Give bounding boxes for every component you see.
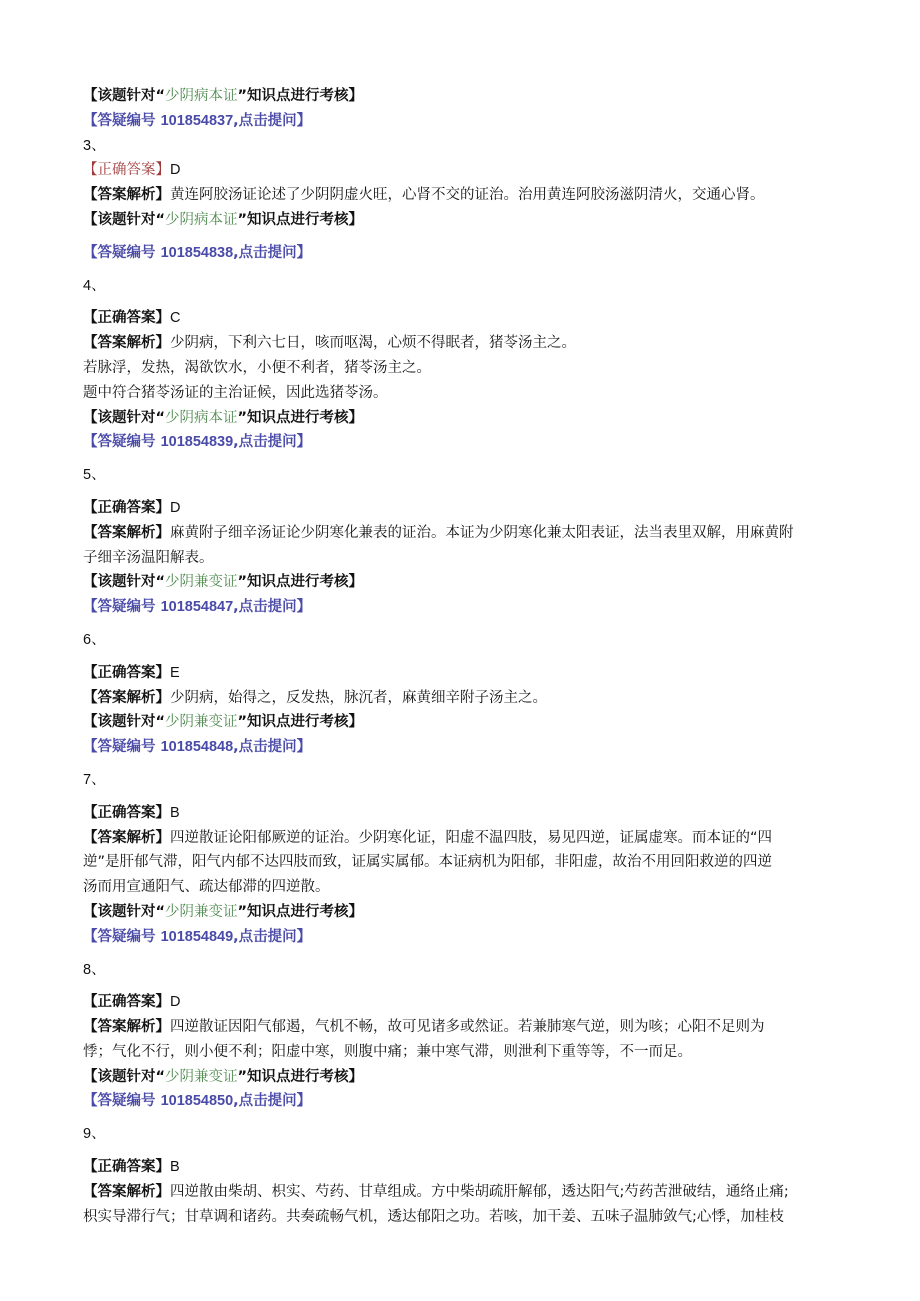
analysis-line: 汤而用宣通阳气、疏达郁滞的四逆散。: [83, 879, 330, 896]
analysis-line: 【答案解析】四逆散由柴胡、枳实、芍药、甘草组成。方中柴胡疏肝解郁，透达阳气;芍药苦泄破结，通络止痛;: [83, 1183, 789, 1200]
answer-line: 【正确答案】E: [83, 664, 180, 681]
answer-line: 【正确答案】D: [83, 499, 181, 516]
topic-line: 【该题针对“少阴兼变证”知识点进行考核】: [83, 714, 364, 731]
analysis-line: 悸；气化不行，则小便不利；阳虚中寒，则腹中痛；兼中寒气滞，则泄利下重等等，不一而足。: [83, 1043, 692, 1060]
answer-line: 【正确答案】B: [83, 1159, 180, 1176]
qa-link[interactable]: 【答疑编号 101854849,点击提问】: [83, 928, 312, 945]
analysis-line: 【答案解析】少阴病，始得之，反发热，脉沉者，麻黄细辛附子汤主之。: [83, 689, 547, 706]
topic-name: 少阴病本证: [165, 211, 238, 228]
analysis-line: 【答案解析】四逆散证论阳郁厥逆的证治。少阴寒化证，阳虚不温四肢，易见四逆，证属虚寒。而本证的“四: [83, 829, 773, 846]
topic-line: 【该题针对“少阴病本证”知识点进行考核】: [83, 211, 364, 228]
topic-name: 少阴病本证: [165, 409, 238, 426]
analysis-line: 若脉浮，发热，渴欲饮水，小便不利者，猪苓汤主之。: [83, 359, 431, 376]
topic-line: 【该题针对“少阴兼变证”知识点进行考核】: [83, 574, 364, 591]
question-index: 9、: [83, 1126, 106, 1143]
topic-name: 少阴兼变证: [165, 574, 238, 591]
answer-line: 【正确答案】B: [83, 804, 180, 821]
qa-link[interactable]: 【答疑编号 101854850,点击提问】: [83, 1093, 312, 1110]
qa-link[interactable]: 【答疑编号 101854847,点击提问】: [83, 599, 312, 616]
analysis-line: 【答案解析】少阴病，下利六七日，咳而呕渴，心烦不得眠者，猪苓汤主之。: [83, 335, 576, 352]
analysis-line: 逆”是肝郁气滞，阳气内郁不达四肢而致，证属实属郁。本证病机为阳郁，非阳虚，故治不用回阳救逆的四逆: [83, 854, 773, 871]
answer-line: 【正确答案】C: [83, 310, 181, 327]
qa-link[interactable]: 【答疑编号 101854848,点击提问】: [83, 739, 312, 756]
analysis-line: 枳实导滞行气；甘草调和诸药。共奏疏畅气机，透达郁阳之功。若咳，加干姜、五味子温肺敛气;心悸，加桂枝: [83, 1208, 784, 1225]
topic-line: 【该题针对“少阴病本证”知识点进行考核】: [83, 88, 364, 104]
answer-value: D: [170, 994, 181, 1011]
analysis-line: 子细辛汤温阳解表。: [83, 549, 214, 566]
answer-value: B: [170, 1159, 180, 1176]
topic-line: 【该题针对“少阴病本证”知识点进行考核】: [83, 409, 364, 426]
answer-value: B: [170, 804, 180, 821]
question-index: 6、: [83, 631, 106, 648]
answer-value: E: [170, 664, 180, 681]
answer-document: [83, 84, 843, 1229]
topic-name: 少阴兼变证: [165, 714, 238, 731]
answer-value: D: [170, 162, 181, 179]
answer-line: 【正确答案】D: [83, 994, 181, 1011]
question-index: 8、: [83, 961, 106, 978]
question-index: 3、: [83, 137, 106, 154]
topic-name: 少阴兼变证: [165, 1068, 238, 1085]
answer-value: D: [170, 499, 181, 516]
topic-name: 少阴病本证: [165, 88, 238, 104]
qa-link[interactable]: 【答疑编号 101854838,点击提问】: [83, 244, 312, 261]
analysis-line: 【答案解析】四逆散证因阳气郁遏，气机不畅，故可见诸多或然证。若兼肺寒气逆，则为咳；心阳不足则为: [83, 1019, 765, 1036]
answer-value: C: [170, 310, 181, 327]
topic-line: 【该题针对“少阴兼变证”知识点进行考核】: [83, 1068, 364, 1085]
analysis-line: 【答案解析】黄连阿胶汤证论述了少阴阴虚火旺，心肾不交的证治。治用黄连阿胶汤滋阴清火，交通心肾。: [83, 187, 765, 204]
analysis-line: 题中符合猪苓汤证的主治证候，因此选猪苓汤。: [83, 384, 388, 401]
topic-line: 【该题针对“少阴兼变证”知识点进行考核】: [83, 903, 364, 920]
qa-link[interactable]: 【答疑编号 101854839,点击提问】: [83, 434, 312, 451]
qa-link[interactable]: 【答疑编号 101854837,点击提问】: [83, 112, 312, 129]
answer-line: 【正确答案】D: [83, 162, 181, 179]
topic-name: 少阴兼变证: [165, 903, 238, 920]
question-index: 4、: [83, 277, 106, 294]
question-index: 7、: [83, 771, 106, 788]
question-index: 5、: [83, 467, 106, 484]
analysis-line: 【答案解析】麻黄附子细辛汤证论少阴寒化兼表的证治。本证为少阴寒化兼太阳表证，法当表里双解，用麻黄附: [83, 524, 794, 541]
